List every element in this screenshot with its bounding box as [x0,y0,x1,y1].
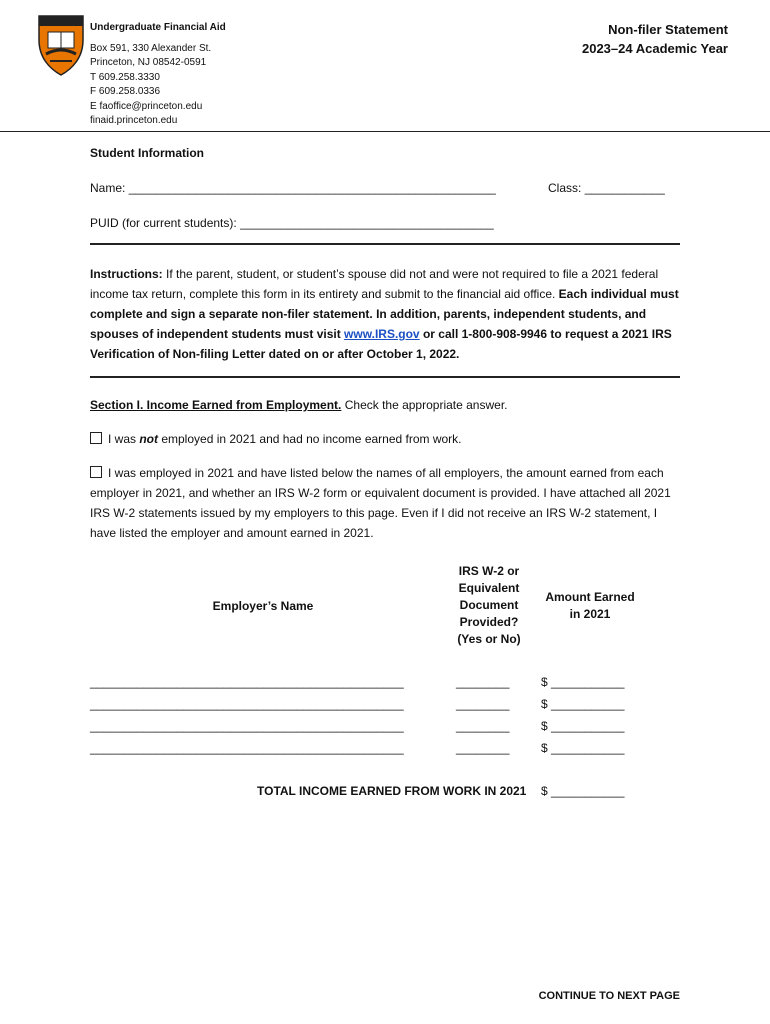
w2-blank[interactable]: ________ [456,719,510,733]
employer-blank[interactable]: _______________________________________________ [90,675,404,689]
title-line: Non-filer Statement [608,22,728,37]
col-amount-line: Amount Earned [545,590,635,604]
option1-emphasis: not [139,432,158,446]
checkbox-employed[interactable] [90,466,102,478]
w2-blank[interactable]: ________ [456,675,510,689]
col-w2-line: (Yes or No) [457,632,521,646]
col-w2-line: Document [459,598,519,612]
instructions [90,264,680,364]
amount-blank[interactable]: $ ___________ [541,741,625,755]
col-w2-line: Equivalent [458,581,520,595]
header-divider [0,131,770,132]
w2-blank[interactable]: ________ [456,741,510,755]
section1-subtext: Check the appropriate answer. [341,398,508,412]
name-field[interactable] [90,181,496,195]
continue-next-page: CONTINUE TO NEXT PAGE [538,990,680,1002]
name-label: Name: [90,181,126,195]
address-line: Princeton, NJ 08542-0591 [90,57,207,69]
org-name: Undergraduate Financial Aid [90,22,226,33]
class-field[interactable] [548,181,665,195]
col-amount-line: in 2021 [569,607,611,621]
employer-blank[interactable]: _______________________________________________ [90,741,404,755]
class-blank[interactable]: ____________ [584,181,665,195]
col-w2-line: Provided? [459,615,519,629]
option-not-employed[interactable] [90,429,680,449]
puid-field[interactable] [90,216,494,230]
instructions-bold-end: or call 1-800-908-9946 to request a 2021 IRS Verification of Non-filing Letter dated on or after October 1, 2022. [90,327,672,361]
total-income-blank[interactable]: $ ___________ [541,784,625,798]
student-info-heading: Student Information [90,146,204,160]
option1-text-post: employed in 2021 and had no income earned from work. [158,432,462,446]
academic-year: 2023–24 Academic Year [581,41,728,56]
website-line: finaid.princeton.edu [90,115,178,127]
amount-blank[interactable]: $ ___________ [541,697,625,711]
section1-heading [90,398,508,412]
amount-blank[interactable]: $ ___________ [541,675,625,689]
name-blank[interactable]: _______________________________________________________ [128,181,496,195]
option2-text: I was employed in 2021 and have listed below the names of all employers, the amount earned from each employer in 2021, and whether an IRS W-2 form or equivalent document is provided. I have attached all 2021 IRS W-2 statements issued by my employers to this page. Even if I did not receive an IRS W-2 statement, I have listed the employer and amount earned in 2021. [90,466,671,540]
email-line: E faoffice@princeton.edu [90,100,203,112]
fax-line: F 609.258.0336 [90,86,161,98]
amount-blank[interactable]: $ ___________ [541,719,625,733]
section1-title: Section I. Income Earned from Employment. [90,398,342,412]
form-title [582,20,728,58]
class-label: Class: [548,181,582,195]
instructions-text: If the parent, student, or student’s spouse did not and were not required to file a 2021 federal income tax return, complete this form in its entirety and submit to the financial aid office. [90,267,659,301]
puid-label: PUID (for current students): [90,216,237,230]
instructions-label: Instructions: [90,267,163,281]
col-w2-line: IRS W-2 or [458,564,520,578]
instructions-bold: Each individual must complete and sign a separate non-filer statement. In addition, parents, independent students, and spouses of independent students must visit [90,287,679,341]
section-divider [90,243,680,245]
option-employed[interactable] [90,463,680,543]
total-income-label: TOTAL INCOME EARNED FROM WORK IN 2021 [257,784,527,798]
col-employer-name: Employer’s Name [212,599,314,613]
puid-blank[interactable]: ______________________________________ [240,216,494,230]
checkbox-not-employed[interactable] [90,432,102,444]
option1-text-pre: I was [108,432,140,446]
contact-address [90,42,211,128]
address-line: Box 591, 330 Alexander St. [90,43,212,54]
employer-blank[interactable]: _______________________________________________ [90,697,404,711]
section-divider [90,376,680,378]
col-amount-earned [538,589,642,623]
w2-blank[interactable]: ________ [456,697,510,711]
employer-blank[interactable]: _______________________________________________ [90,719,404,733]
col-w2-provided [448,563,530,648]
phone-line: T 609.258.3330 [90,71,160,83]
irs-link[interactable]: www.IRS.gov [344,327,420,341]
princeton-shield-icon [38,14,84,76]
